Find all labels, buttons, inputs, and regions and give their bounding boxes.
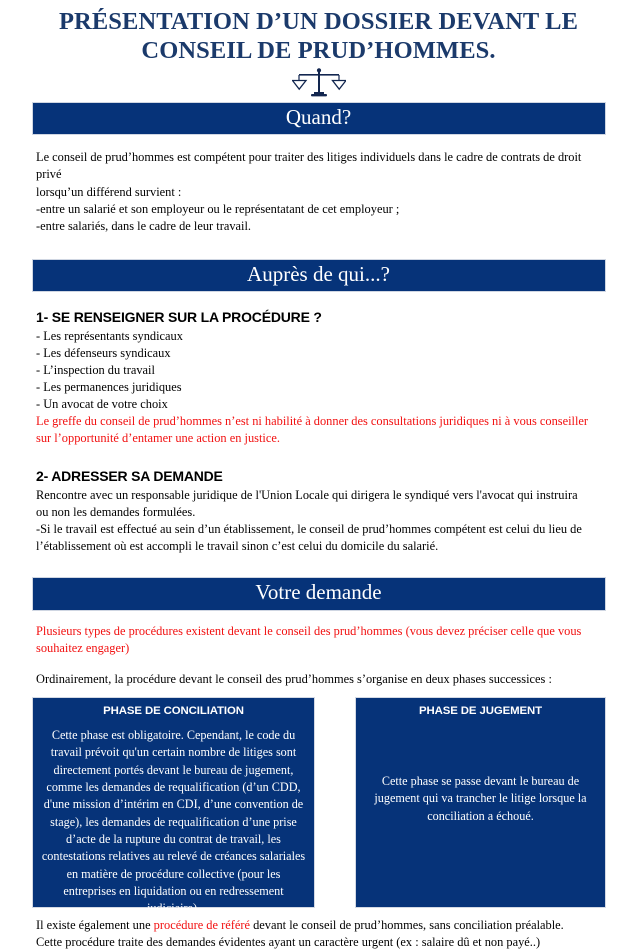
page-title	[0, 8, 637, 66]
adresser-paragraph-4: l’établissement où est accompli le travail sinon c’est celui du domicile du salarié.	[36, 539, 439, 554]
section-banner-aupres-de-qui: Auprès de qui...?	[32, 259, 606, 293]
section-banner-quand: Quand?	[32, 102, 606, 136]
aupres-part2	[0, 467, 637, 555]
phase-box-jugement	[355, 697, 606, 908]
votre-demande-intro	[0, 671, 637, 688]
list-item: - Les permanences juridiques	[36, 380, 182, 395]
renseigner-list	[36, 328, 606, 414]
list-item: - Les représentants syndicaux	[36, 328, 183, 343]
aupres-part1	[0, 308, 637, 447]
page-title-line-2: CONSEIL DE PRUD’HOMMES.	[141, 36, 496, 64]
section-banner-votre-demande: Votre demande	[32, 577, 606, 611]
adresser-paragraph-1: Rencontre avec un responsable juridique de l'Union Locale qui dirigera le syndiqué vers l'avocat qui instruira	[36, 487, 578, 502]
list-item: - Les défenseurs syndicaux	[36, 345, 171, 360]
scales-of-justice-icon	[292, 68, 346, 100]
subheading-adresser-sa-demande: 2- ADRESSER SA DEMANDE	[36, 468, 223, 485]
procedures-warning-line-1: Plusieurs types de procédures existent devant le conseil des prud’hommes (vous devez préciser celle que vous	[36, 623, 582, 638]
footer-line-1-part-b: devant le conseil de prud’hommes, sans conciliation préalable.	[249, 918, 564, 933]
votre-demande-warning	[0, 623, 637, 657]
referre-footer	[0, 917, 637, 952]
phase-conciliation-title: PHASE DE CONCILIATION	[103, 705, 244, 718]
list-item: - Un avocat de votre choix	[36, 397, 168, 412]
adresser-paragraph-2: ou non les demandes formulées.	[36, 504, 196, 519]
list-item: - L’inspection du travail	[36, 362, 155, 377]
scales-of-justice-icon-wrap	[0, 68, 637, 102]
procedures-warning-line-2: souhaitez engager)	[36, 640, 130, 655]
quand-paragraph-1: Le conseil de prud’hommes est compétent pour traiter des litiges individuels dans le cadre de contrats de droit privé	[36, 150, 582, 182]
phase-boxes	[0, 697, 637, 916]
quand-body	[0, 149, 637, 235]
phase-conciliation-text: Cette phase est obligatoire. Cependant, le code du travail prévoit qu'un certain nombre de litiges sont directement portés devant le bureau de jugement, comme les demandes de requalification (d’un CDD, d'une mission d’intérim en CDI, d’une convention de stage), les demandes de requalification d’une prise d’acte de la rupture du contrat de travail, les contestations relatives au relevé de créances salariales en matière de procédure collective (pour les entreprises en liquidation ou en redressement judiciaire).	[41, 728, 306, 916]
phase-jugement-text: Cette phase se passe devant le bureau de jugement qui va trancher le litige lorsque la conciliation a échoué.	[374, 774, 587, 823]
footer-line-1-highlight: procédure de référé	[153, 918, 250, 933]
subheading-se-renseigner: 1- SE RENSEIGNER SUR LA PROCÉDURE ?	[36, 309, 322, 326]
footer-line-1-part-a: Il existe également une	[36, 918, 154, 933]
quand-paragraph-3: -entre un salarié et son employeur ou le représentatant de cet employeur ;	[36, 201, 400, 216]
footer-line-1	[36, 917, 606, 934]
phase-box-conciliation	[32, 697, 315, 916]
quand-paragraph-2: lorsqu’un différend survient :	[36, 184, 182, 199]
quand-paragraph-4: -entre salariés, dans le cadre de leur travail.	[36, 218, 252, 233]
page-title-line-1: PRÉSENTATION D’UN DOSSIER DEVANT LE	[58, 8, 579, 35]
greffe-warning-line-2: sur l’opportunité d’entamer une action en justice.	[36, 431, 280, 446]
phases-intro-text: Ordinairement, la procédure devant le conseil des prud’hommes s’organise en deux phases successices :	[36, 671, 552, 686]
document-page	[0, 8, 637, 950]
adresser-paragraph-3: -Si le travail est effectué au sein d’un établissement, le conseil de prud’hommes compétent est celui du lieu de	[36, 522, 582, 536]
footer-line-2: Cette procédure traite des demandes évidentes ayant un caractère urgent (ex : salaire dû et non payé..)	[36, 935, 541, 950]
phase-jugement-title: PHASE DE JUGEMENT	[419, 705, 542, 718]
greffe-warning-line-1: Le greffe du conseil de prud’hommes n’est ni habilité à donner des consultations juridiques ni à vous conseiller	[36, 414, 589, 429]
